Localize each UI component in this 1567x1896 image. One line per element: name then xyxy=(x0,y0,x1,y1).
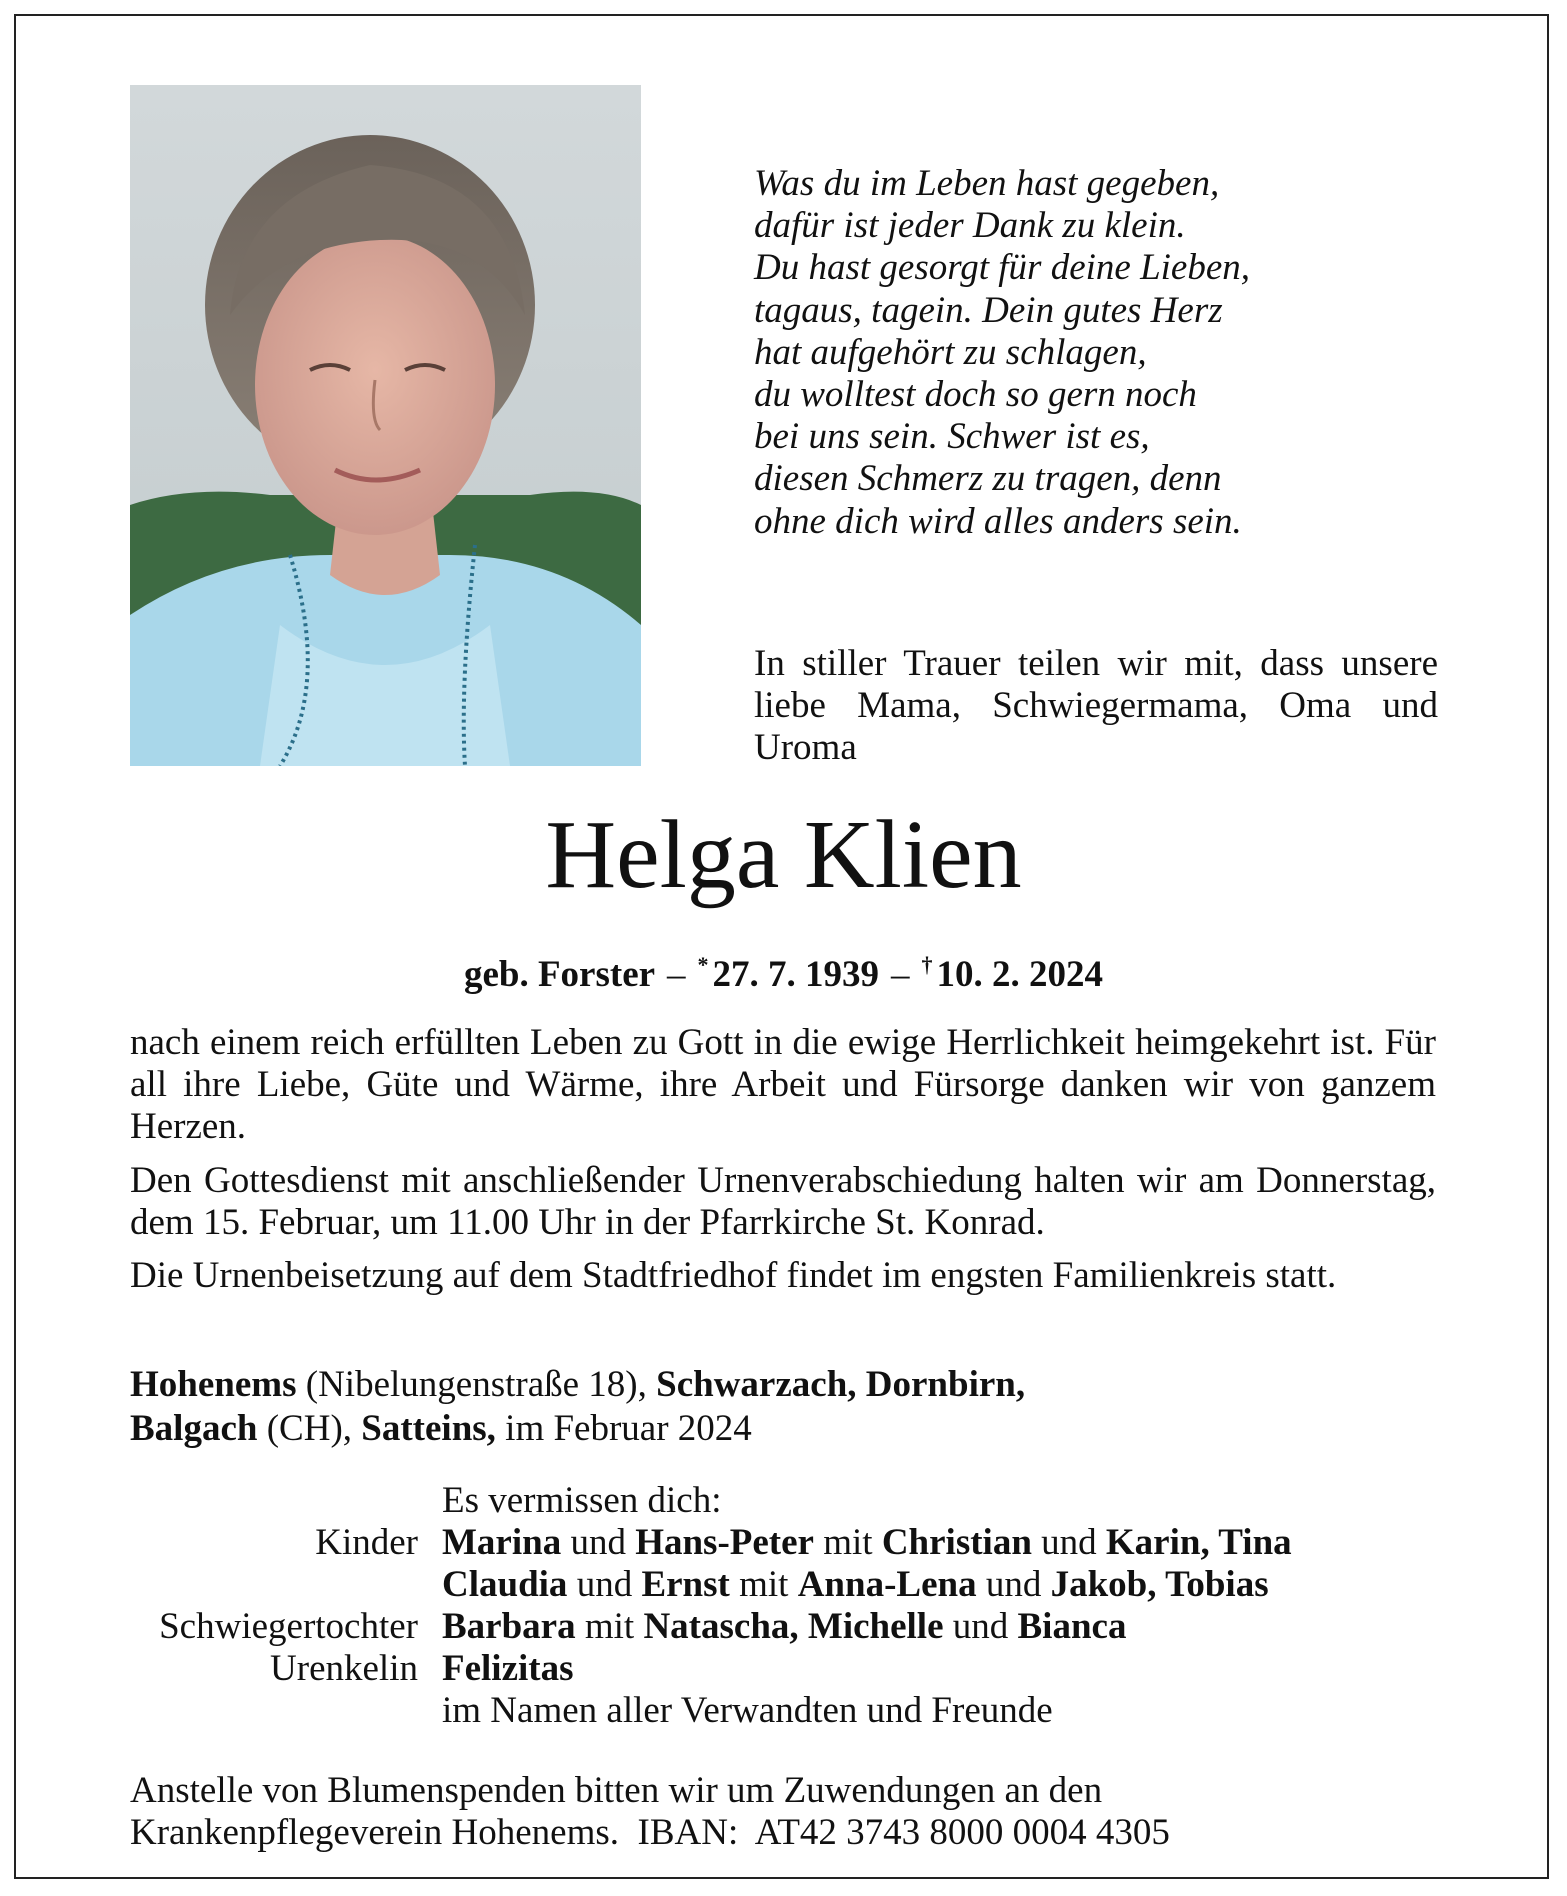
family-connector: mit xyxy=(813,1522,882,1563)
family-row-schwiegertochter xyxy=(100,1606,1500,1648)
family-name: Felizitas xyxy=(442,1648,574,1689)
donation-request xyxy=(130,1770,1440,1854)
separator: – xyxy=(667,954,686,995)
death-date: 10. 2. 2024 xyxy=(936,954,1104,995)
family-connector: und xyxy=(943,1606,1018,1647)
family-label-urenkelin: Urenkelin xyxy=(270,1648,418,1689)
poem-line: diesen Schmerz zu tragen, denn xyxy=(754,458,1222,500)
family-connector: mit xyxy=(729,1564,798,1605)
family-connector: und xyxy=(976,1564,1051,1605)
poem-line: du wolltest doch so gern noch xyxy=(754,374,1197,416)
paragraph-gratitude: nach einem reich erfüllten Leben zu Gott in die ewige Herrlichkeit heimgekehrt ist. Für all ihre Liebe, Güte und Wärme, ihre Arbeit und Fürsorge danken wir von ganzem Herzen. xyxy=(130,1022,1436,1147)
family-closing: im Namen aller Verwandten und Freunde xyxy=(442,1690,1053,1731)
birth-date: 27. 7. 1939 xyxy=(712,954,880,995)
family-heading: Es vermissen dich: xyxy=(442,1480,722,1521)
paragraph-burial: Die Urnenbeisetzung auf dem Stadtfriedhof findet im engsten Familienkreis statt. xyxy=(130,1255,1337,1296)
family-row-kinder-2 xyxy=(100,1564,1500,1606)
family-connector: und xyxy=(561,1522,636,1563)
paragraph-service: Den Gottesdienst mit anschließender Urnenverabschiedung halten wir am Donnerstag, dem 15. Februar, um 11.00 Uhr in der Pfarrkirche St. Konrad. xyxy=(130,1160,1436,1243)
life-dates xyxy=(0,943,1567,997)
family-name: Marina xyxy=(442,1522,562,1563)
donation-iban-line: Krankenpflegeverein Hohenems. IBAN: AT42 3743 8000 0004 4305 xyxy=(130,1812,1170,1853)
family-name: Anna-Lena xyxy=(797,1564,977,1605)
poem-line: hat aufgehört zu schlagen, xyxy=(754,331,1147,373)
place-address: (Nibelungenstraße 18), xyxy=(296,1364,657,1405)
family-name: Bianca xyxy=(1017,1606,1127,1647)
family-name: Karin, Tina xyxy=(1105,1522,1292,1563)
family-name: Barbara xyxy=(442,1606,576,1647)
family-name: Christian xyxy=(881,1522,1032,1563)
intro-text: In stiller Trauer teilen wir mit, dass unsere liebe Mama, Schwiegermama, Oma und Uroma xyxy=(754,643,1438,768)
birth-name: geb. Forster xyxy=(463,954,656,995)
family-label-schwiegertochter: Schwiegertochter xyxy=(159,1606,418,1647)
family-name: Claudia xyxy=(442,1564,568,1605)
place-country: (CH), xyxy=(257,1408,362,1449)
deceased-name: Helga Klien xyxy=(545,801,1022,909)
family-connector: und xyxy=(1031,1522,1106,1563)
family-name: Jakob, Tobias xyxy=(1050,1564,1269,1605)
poem-line: Du hast gesorgt für deine Lieben, xyxy=(754,247,1251,289)
place-satteins: Satteins, xyxy=(361,1408,496,1449)
donation-line: Anstelle von Blumenspenden bitten wir um Zuwendungen an den xyxy=(130,1770,1103,1811)
family-connector: und xyxy=(567,1564,642,1605)
portrait-photo xyxy=(130,85,641,766)
family-label-kinder: Kinder xyxy=(315,1522,418,1563)
poem-line: dafür ist jeder Dank zu klein. xyxy=(754,205,1186,247)
family-row-urenkelin xyxy=(100,1648,1500,1690)
poem-line: ohne dich wird alles anders sein. xyxy=(754,500,1242,542)
family-list xyxy=(100,1480,1500,1732)
place-hohenems: Hohenems xyxy=(130,1364,297,1405)
poem-line: tagaus, tagein. Dein gutes Herz xyxy=(754,289,1223,331)
poem-line: Was du im Leben hast gegeben, xyxy=(754,163,1220,204)
place-balgach: Balgach xyxy=(130,1408,258,1449)
family-name: Natascha, Michelle xyxy=(643,1606,944,1647)
notice-date: im Februar 2024 xyxy=(495,1408,752,1449)
family-row-kinder xyxy=(100,1522,1500,1564)
family-name: Hans-Peter xyxy=(635,1522,814,1563)
places-and-date xyxy=(130,1363,1440,1451)
family-connector: mit xyxy=(575,1606,644,1647)
place-schwarzach-dornbirn: Schwarzach, Dornbirn, xyxy=(656,1364,1026,1405)
memorial-poem xyxy=(754,163,1474,543)
death-symbol: † xyxy=(921,952,933,977)
poem-line: bei uns sein. Schwer ist es, xyxy=(754,416,1150,458)
portrait-illustration xyxy=(130,85,641,766)
birth-symbol: * xyxy=(697,952,709,977)
separator: – xyxy=(891,954,910,995)
family-name: Ernst xyxy=(641,1564,730,1605)
